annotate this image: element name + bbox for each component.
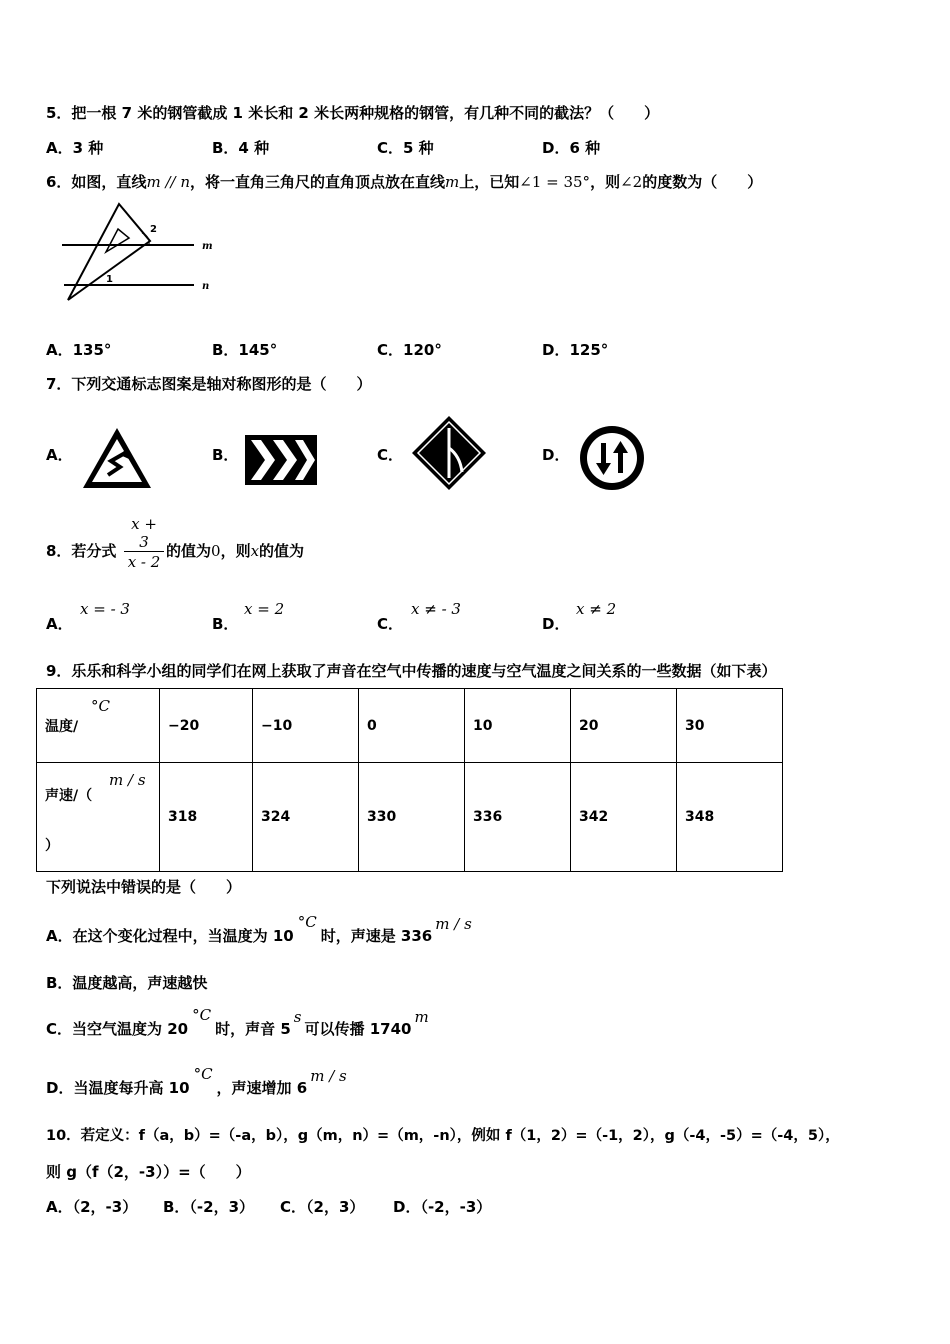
q6-label-n: n	[202, 281, 210, 292]
q9-stem: 9．乐乐和科学小组的同学们在网上获取了声音在空气中传播的速度与空气温度之间关系的一些数据（如下表）	[46, 662, 777, 680]
temp-cell: 10	[465, 689, 571, 763]
q6-option-c: C．120°	[377, 341, 442, 359]
temp-cell: 20	[571, 689, 677, 763]
q5-option-a: A．3 种	[46, 139, 104, 157]
temp-cell: 30	[677, 689, 783, 763]
sign-a-zigzag-warning-icon	[80, 425, 154, 491]
q6-stem: 6．如图，直线m // n，将一直角三角尺的直角顶点放在直线m上，已知∠1 = 35°，则∠2的度数为（ ）	[46, 173, 763, 191]
q10-option-c: C．（2，3）	[280, 1198, 365, 1216]
speed-cell: 336	[465, 763, 571, 872]
speed-cell: 318	[160, 763, 253, 872]
q8-option-b-math: x = 2	[244, 600, 285, 618]
q8-option-a-math: x = - 3	[80, 600, 130, 618]
q8-fraction	[124, 515, 164, 572]
q8-option-d-math: x ≠ 2	[576, 600, 617, 618]
q9-ask: 下列说法中错误的是（ ）	[46, 878, 242, 896]
q6-triangle-figure	[56, 196, 216, 308]
q5-option-d: D．6 种	[542, 139, 601, 157]
q7-option-b: B．	[212, 446, 239, 464]
temp-cell: −10	[253, 689, 359, 763]
q9-option-b: B．温度越高，声速越快	[46, 974, 208, 992]
q7-stem: 7．下列交通标志图案是轴对称图形的是（ ）	[46, 375, 372, 393]
temp-cell: 0	[359, 689, 465, 763]
q5-option-b: B．4 种	[212, 139, 270, 157]
q9-option-c: C．当空气温度为 20°C时，声音 5s可以传播 1740m	[46, 1006, 429, 1038]
q10-option-d: D．（-2，-3）	[393, 1198, 492, 1216]
table-row-temperature	[37, 689, 783, 763]
q9-option-d: D．当温度每升高 10°C，声速增加 6m / s	[46, 1065, 347, 1097]
q8-stem-b: 的值为0，则x的值为	[166, 542, 305, 560]
q8-numerator: x + 3	[131, 515, 157, 551]
q6-label-m: m	[202, 241, 213, 252]
q10-option-a: A．（2，-3）	[46, 1198, 138, 1216]
q5-stem: 5．把一根 7 米的钢管截成 1 米长和 2 米长两种规格的钢管，有几种不同的截法？（ ）	[46, 104, 660, 122]
q8-option-c-math: x ≠ - 3	[411, 600, 461, 618]
row-header-temperature: 温度/ °C	[37, 689, 160, 763]
q9-option-a: A．在这个变化过程中，当温度为 10°C时，声速是 336m / s	[46, 913, 472, 945]
table-row-speed	[37, 763, 783, 872]
speed-cell: 330	[359, 763, 465, 872]
sign-d-two-way-arrows-icon	[577, 423, 647, 493]
speed-cell: 324	[253, 763, 359, 872]
sign-b-chevron-icon	[245, 435, 317, 485]
temp-cell: −20	[160, 689, 253, 763]
q5-option-c: C．5 种	[377, 139, 434, 157]
q8-option-c: C．	[377, 615, 404, 633]
row-header-speed: 声速/（ m / s ）	[37, 763, 160, 872]
q8-denominator: x - 2	[124, 551, 164, 572]
q8-option-d: D．	[542, 615, 570, 633]
q7-option-d: D．	[542, 446, 570, 464]
q10-option-b: B．（-2，3）	[163, 1198, 255, 1216]
q6-option-d: D．125°	[542, 341, 609, 359]
speed-cell: 342	[571, 763, 677, 872]
speed-cell: 348	[677, 763, 783, 872]
q8-option-b: B．	[212, 615, 239, 633]
q6-label-angle2: 2	[150, 224, 157, 235]
q9-data-table	[36, 688, 783, 872]
q7-option-a: A．	[46, 446, 73, 464]
q8-stem-a: 8．若分式	[46, 542, 117, 560]
q7-option-c: C．	[377, 446, 404, 464]
q10-line2: 则 g（f（2，-3））=（ ）	[46, 1163, 251, 1181]
q6-option-b: B．145°	[212, 341, 278, 359]
q6-option-a: A．135°	[46, 341, 112, 359]
q6-label-angle1: 1	[106, 274, 113, 285]
q10-line1: 10．若定义：f（a，b）=（-a，b），g（m，n）=（m，-n），例如 f（1，2）=（-1，2），g（-4，-5）=（-4，5），	[46, 1128, 840, 1144]
sign-c-merge-diamond-icon	[410, 414, 488, 492]
q8-option-a: A．	[46, 615, 73, 633]
